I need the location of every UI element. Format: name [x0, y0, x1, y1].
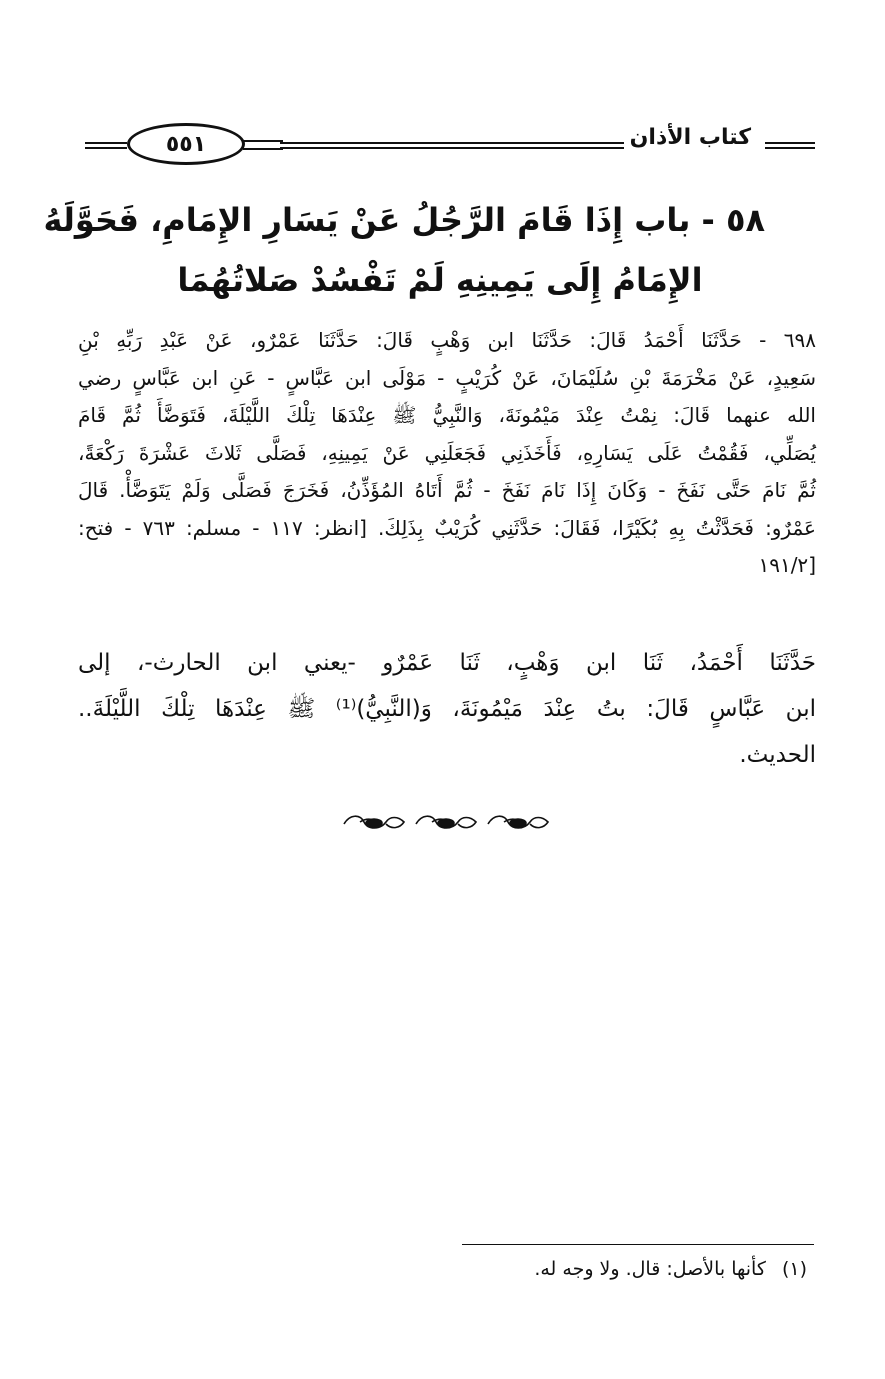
book-title: كتاب الأذان — [624, 125, 757, 150]
hadith-main-line: ثُمَّ نَامَ حَتَّى نَفَخَ - وَكَانَ إِذَا نَامَ نَفَخَ - ثُمَّ أَتَاهُ المُؤَذِّنُ، فَخَرَجَ فَصَلَّى وَلَمْ يَتَوَضَّأْ. قَالَ — [78, 478, 816, 502]
hadith-main-line: [١٩١/٢ — [758, 553, 816, 577]
hadith-second-line: الحديث. — [739, 742, 816, 768]
chapter-heading — [43, 190, 765, 310]
ornament-divider-icon — [340, 808, 555, 838]
hadith-second-line: ابن عَبَّاسٍ قَالَ: بتُ عِنْدَ مَيْمُونَةَ، وَ(النَّبِيُّ)⁽¹⁾ ﷺ عِنْدَهَا تِلْكَ اللَّيْلَةَ.. — [78, 696, 816, 722]
hadith-main-line: الله عنهما قَالَ: نِمْتُ عِنْدَ مَيْمُونَةَ، وَالنَّبِيُّ ﷺ عِنْدَهَا تِلْكَ اللَّيْلَةَ، فَتَوَضَّأَ ثُمَّ قَامَ — [78, 403, 816, 427]
footnote — [534, 1258, 807, 1280]
chapter-title-line-1: ٥٨ - باب إِذَا قَامَ الرَّجُلُ عَنْ يَسَارِ الإِمَامِ، فَحَوَّلَهُ — [43, 201, 765, 239]
hadith-second-line: حَدَّثَنَا أَحْمَدُ، ثَنَا ابن وَهْبٍ، ثَنَا عَمْرٌو -يعني ابن الحارث-، إلى — [78, 650, 816, 676]
hadith-main-text — [78, 322, 816, 585]
chapter-title-line-2: الإِمَامُ إِلَى يَمِينِهِ لَمْ تَفْسُدْ صَلاتُهُمَا — [177, 261, 703, 299]
footnote-rule — [462, 1244, 814, 1245]
footnote-marker: (١) — [781, 1258, 807, 1280]
hadith-main-line: عَمْرٌو: فَحَدَّثْتُ بِهِ بُكَيْرًا، فَقَالَ: حَدَّثَنِي كُرَيْبٌ بِذَلِكَ. [انظر: ١١٧ - مسلم: ٧٦٣ - فتح: — [78, 515, 816, 540]
header-left-rule — [85, 142, 127, 149]
hadith-second-text — [78, 640, 816, 778]
header-rule — [280, 142, 625, 149]
header-right-rule — [765, 142, 815, 149]
running-header — [85, 120, 815, 176]
hadith-main-line: سَعِيدٍ، عَنْ مَخْرَمَةَ بْنِ سُلَيْمَانَ، عَنْ كُرَيْبٍ - مَوْلَى ابن عَبَّاسٍ - عَنِ ابن عَبَّاسٍ رضي — [78, 365, 816, 390]
hadith-main-line: يُصَلِّي، فَقُمْتُ عَلَى يَسَارِهِ، فَأَخَذَنِي فَجَعَلَنِي عَنْ يَمِينِهِ، فَصَلَّى ثَلاثَ عَشْرَةَ رَكْعَةً، — [78, 440, 816, 465]
header-oval-tail — [243, 140, 283, 150]
footnote-text: كأنها بالأصل: قال. ولا وجه له. — [534, 1258, 766, 1280]
hadith-main-line: ٦٩٨ - حَدَّثَنَا أَحْمَدُ قَالَ: حَدَّثَنَا ابن وَهْبٍ قَالَ: حَدَّثَنَا عَمْرٌو، عَنْ عَبْدِ رَبِّهِ بْنِ — [78, 328, 816, 352]
page-number: ٥٥١ — [127, 123, 245, 165]
